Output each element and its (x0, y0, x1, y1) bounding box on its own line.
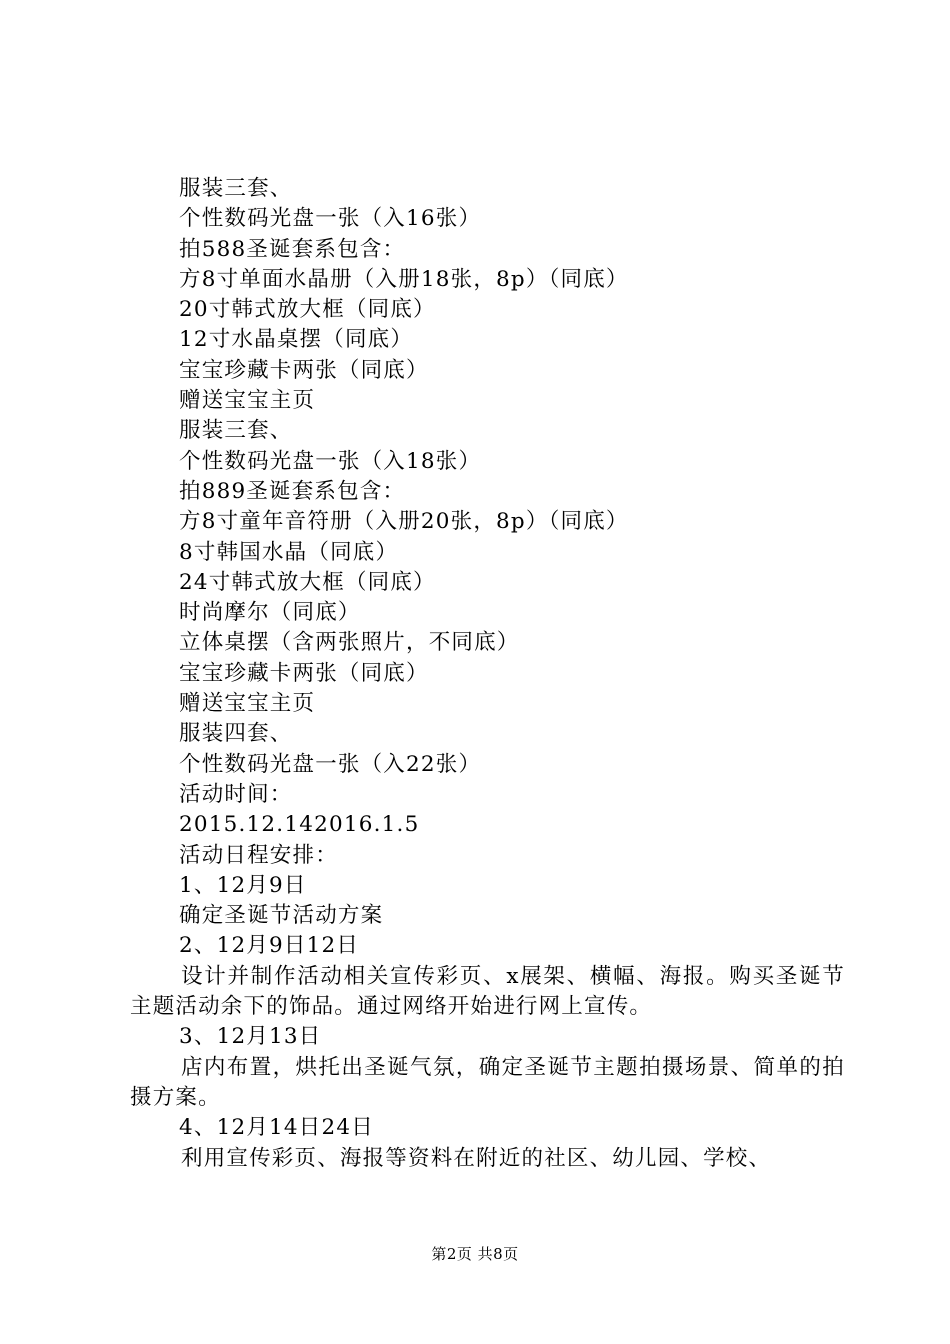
text-line: 8寸韩国水晶（同底） (179, 539, 399, 565)
text-line: 个性数码光盘一张（入16张） (179, 206, 482, 232)
paragraph: 利用宣传彩页、海报等资料在附近的社区、幼儿园、学校、 (181, 1145, 772, 1171)
text-line: 宝宝珍藏卡两张（同底） (179, 660, 429, 686)
text-line: 个性数码光盘一张（入22张） (179, 751, 482, 777)
text-line: 活动时间： (179, 781, 293, 807)
text-line: 2015.12.142016.1.5 (179, 812, 420, 838)
text-line: 1、12月9日 (179, 872, 307, 898)
document-body (130, 174, 845, 1174)
text-line: 个性数码光盘一张（入18张） (179, 448, 482, 474)
paragraph: 店内布置，烘托出圣诞气氛，确定圣诞节主题拍摄场景、简单的拍摄方案。 (130, 1054, 845, 1110)
text-line: 宝宝珍藏卡两张（同底） (179, 357, 429, 383)
text-line: 12寸水晶桌摆（同底） (179, 327, 414, 353)
text-line: 3、12月13日 (179, 1024, 322, 1050)
text-line: 方8寸童年音符册（入册20张，8p）（同底） (179, 509, 629, 535)
text-line: 赠送宝宝主页 (179, 691, 316, 717)
text-line: 20寸韩式放大框（同底） (179, 297, 436, 323)
text-line: 拍889圣诞套系包含： (179, 478, 406, 504)
text-line: 活动日程安排： (179, 842, 338, 868)
text-line: 立体桌摆（含两张照片，不同底） (179, 630, 520, 656)
text-line: 方8寸单面水晶册（入册18张，8p）（同底） (179, 266, 629, 292)
text-line: 24寸韩式放大框（同底） (179, 569, 436, 595)
text-line: 服装三套、 (179, 418, 293, 444)
text-line: 服装三套、 (179, 176, 293, 201)
page-footer: 第2页 共8页 (431, 1245, 519, 1263)
text-line: 2、12月9日12日 (179, 933, 360, 959)
text-line: 赠送宝宝主页 (179, 388, 316, 414)
paragraph: 设计并制作活动相关宣传彩页、x展架、横幅、海报。购买圣诞节主题活动余下的饰品。通过网络开始进行网上宣传。 (130, 963, 845, 1020)
text-line: 4、12月14日24日 (179, 1115, 374, 1141)
text-line: 时尚摩尔（同底） (179, 600, 361, 626)
text-line: 确定圣诞节活动方案 (179, 903, 384, 929)
text-line: 服装四套、 (179, 721, 293, 747)
text-line: 拍588圣诞套系包含： (179, 236, 406, 262)
